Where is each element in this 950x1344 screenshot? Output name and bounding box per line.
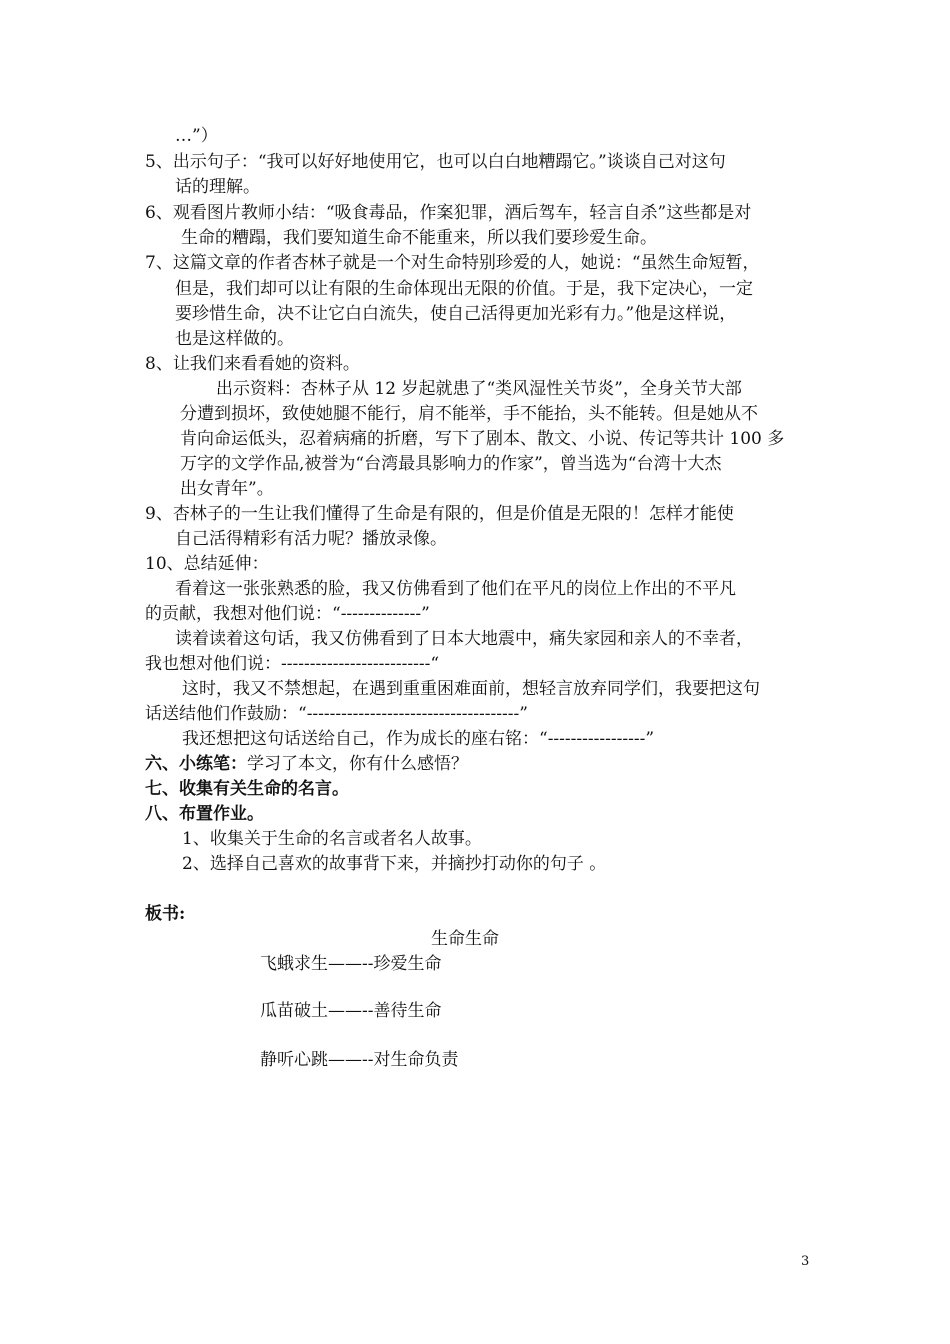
- text-line: 万字的文学作品,被誉为“台湾最具影响力的作家”，曾当选为“台湾十大杰: [180, 454, 722, 474]
- section-six: [145, 752, 468, 776]
- list-item: 1、收集关于生命的名言或者名人故事。: [182, 829, 482, 849]
- text-line: 话送结他们作鼓励：“-------------------------------------”: [145, 704, 528, 724]
- text-line: 肯向命运低头，忍着病痛的折磨，写下了剧本、散文、小说、传记等共计 100 多: [180, 429, 785, 449]
- text-line: 看着这一张张熟悉的脸，我又仿佛看到了他们在平凡的岗位上作出的不平凡: [175, 579, 736, 599]
- text-line: 这时，我又不禁想起，在遇到重重困难面前，想轻言放弃同学们，我要把这句: [182, 679, 760, 699]
- section-heading: 八、布置作业。: [145, 804, 264, 824]
- text-line: 话的理解。: [175, 177, 260, 197]
- text-line: 自己活得精彩有活力呢？播放录像。: [175, 529, 447, 549]
- text-line: 9、杏林子的一生让我们懂得了生命是有限的，但是价值是无限的！怎样才能使: [145, 504, 734, 524]
- section-heading: 六、小练笔：: [145, 754, 247, 774]
- text-line: 我也想对他们说：--------------------------“: [145, 654, 440, 674]
- section-heading: 七、收集有关生命的名言。: [145, 779, 349, 799]
- text-line: 但是，我们却可以让有限的生命体现出无限的价值。于是，我下定决心，一定: [175, 279, 753, 299]
- board-line: 静听心跳——--对生命负责: [260, 1050, 459, 1070]
- board-line: 瓜苗破土——--善待生命: [260, 1001, 442, 1021]
- text-line: 出女青年”。: [180, 479, 274, 499]
- list-item: 2、选择自己喜欢的故事背下来，并摘抄打动你的句子 。: [182, 854, 607, 874]
- text-line: 也是这样做的。: [175, 329, 294, 349]
- board-line: 飞蛾求生——--珍爱生命: [260, 954, 442, 974]
- text-line: 生命的糟蹋，我们要知道生命不能重来，所以我们要珍爱生命。: [181, 228, 657, 248]
- text-line: 分遭到损坏，致使她腿不能行，肩不能举，手不能抬，头不能转。但是她从不: [180, 404, 758, 424]
- text-line: 8、让我们来看看她的资料。: [145, 354, 360, 374]
- text-line: 我还想把这句话送给自己，作为成长的座右铭：“-----------------”: [182, 729, 655, 749]
- page-number: 3: [801, 1254, 810, 1269]
- text-line: 出示资料：杏林子从 12 岁起就患了“类风湿性关节炎”，全身关节大部: [216, 379, 742, 399]
- board-title: 生命生命: [431, 929, 499, 949]
- section-text: 学习了本文，你有什么感悟？: [247, 754, 468, 774]
- text-line: 6、观看图片教师小结：“吸食毒品，作案犯罪，酒后驾车，轻言自杀”这些都是对: [145, 203, 752, 223]
- text-line: 读着读着这句话，我又仿佛看到了日本大地震中，痛失家园和亲人的不幸者，: [175, 629, 753, 649]
- text-line: …”）: [175, 126, 218, 146]
- board-heading: 板书:: [145, 904, 186, 924]
- text-line: 的贡献，我想对他们说：“--------------”: [145, 604, 430, 624]
- text-line: 要珍惜生命，决不让它白白流失，使自己活得更加光彩有力。”他是这样说，: [175, 304, 737, 324]
- text-line: 7、这篇文章的作者杏林子就是一个对生命特别珍爱的人，她说：“虽然生命短暂，: [145, 253, 760, 273]
- text-line: 5、出示句子：“我可以好好地使用它，也可以白白地糟蹋它。”谈谈自己对这句: [145, 152, 726, 172]
- section-heading: 10、总结延伸：: [145, 554, 269, 574]
